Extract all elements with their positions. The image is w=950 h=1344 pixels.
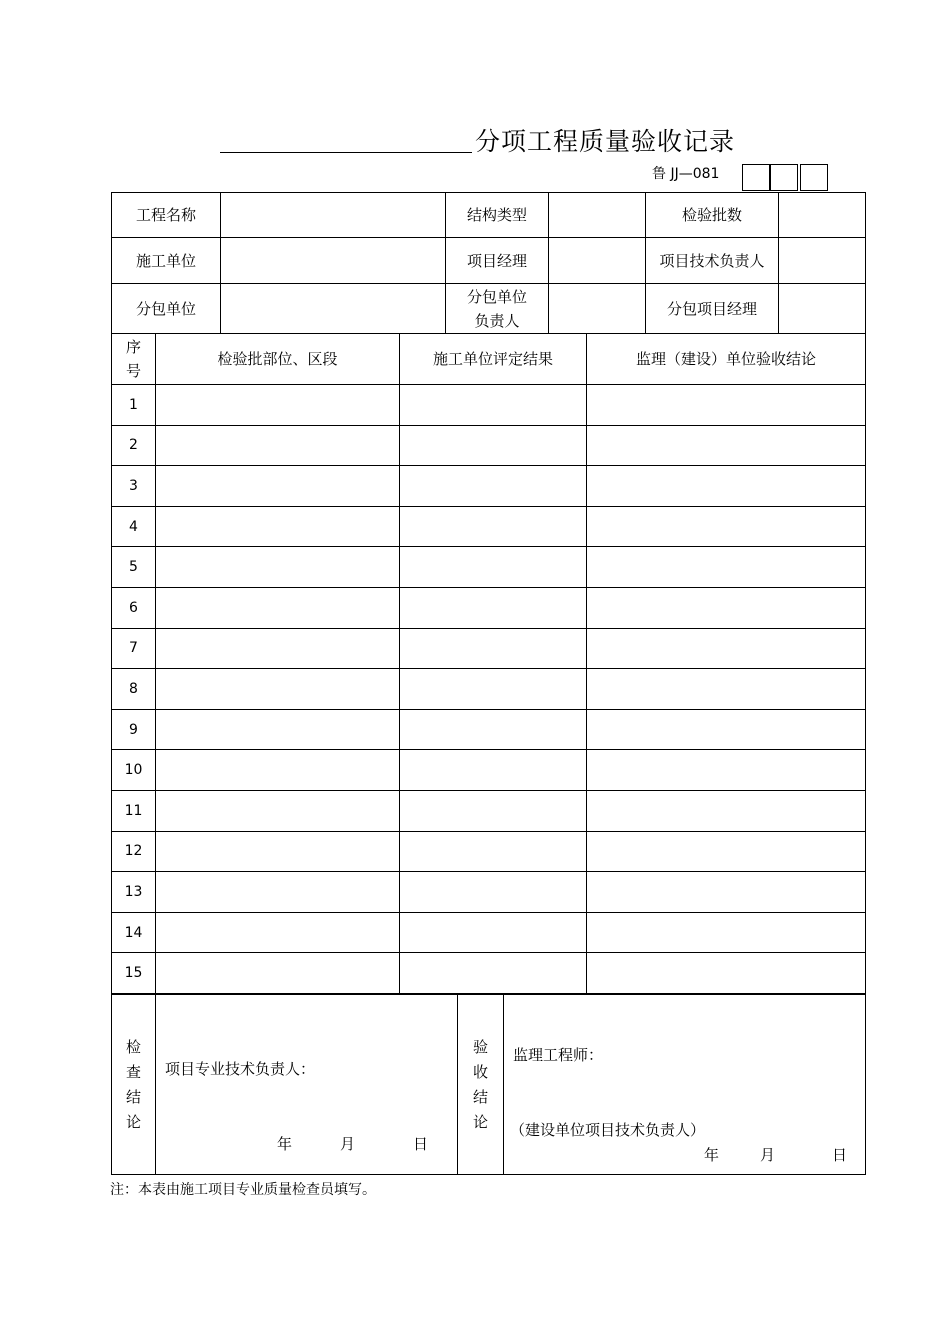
table-row bbox=[112, 872, 866, 913]
cell-supervisor-result[interactable] bbox=[587, 425, 866, 466]
field-project-manager[interactable] bbox=[549, 238, 646, 284]
field-project-name[interactable] bbox=[221, 193, 446, 238]
accept-char: 收 bbox=[472, 1062, 488, 1081]
label-sub-lead-line2: 负责人 bbox=[474, 311, 520, 330]
batch-rows bbox=[112, 385, 866, 994]
table-row bbox=[112, 750, 866, 791]
cell-location[interactable] bbox=[156, 506, 400, 547]
label-sub-lead-line1: 分包单位 bbox=[466, 287, 527, 306]
owner-lead-label: （建设单位项目技术负责人） bbox=[510, 1121, 706, 1139]
table-row bbox=[112, 587, 866, 628]
field-sub-manager[interactable] bbox=[779, 284, 866, 334]
cell-supervisor-result[interactable] bbox=[587, 709, 866, 750]
check-conclusion-label bbox=[112, 995, 156, 1175]
cell-supervisor-result[interactable] bbox=[587, 953, 866, 994]
cell-contractor-result[interactable] bbox=[400, 385, 587, 426]
header-seq bbox=[112, 334, 156, 385]
row-number: 12 bbox=[112, 831, 156, 872]
label-sub-lead bbox=[446, 284, 549, 334]
form-code: 鲁 JJ—081 bbox=[652, 166, 720, 182]
cell-contractor-result[interactable] bbox=[400, 425, 587, 466]
table-row bbox=[112, 790, 866, 831]
info-table bbox=[111, 192, 866, 334]
code-box-3[interactable] bbox=[800, 164, 828, 191]
cell-supervisor-result[interactable] bbox=[587, 547, 866, 588]
accept-char: 结 bbox=[472, 1087, 488, 1106]
check-char: 查 bbox=[125, 1062, 141, 1081]
title-blank-line bbox=[220, 152, 472, 153]
cell-supervisor-result[interactable] bbox=[587, 466, 866, 507]
cell-contractor-result[interactable] bbox=[400, 953, 587, 994]
cell-supervisor-result[interactable] bbox=[587, 790, 866, 831]
table-row bbox=[112, 425, 866, 466]
cell-contractor-result[interactable] bbox=[400, 628, 587, 669]
row-number: 7 bbox=[112, 628, 156, 669]
cell-location[interactable] bbox=[156, 587, 400, 628]
cell-contractor-result[interactable] bbox=[400, 872, 587, 913]
cell-contractor-result[interactable] bbox=[400, 750, 587, 791]
accept-month: 月 bbox=[760, 1146, 776, 1164]
row-number: 15 bbox=[112, 953, 156, 994]
cell-contractor-result[interactable] bbox=[400, 790, 587, 831]
check-year: 年 bbox=[277, 1135, 293, 1153]
cell-supervisor-result[interactable] bbox=[587, 669, 866, 710]
accept-day: 日 bbox=[832, 1146, 848, 1164]
cell-contractor-result[interactable] bbox=[400, 912, 587, 953]
table-row bbox=[112, 506, 866, 547]
cell-location[interactable] bbox=[156, 466, 400, 507]
accept-char: 验 bbox=[472, 1037, 488, 1056]
check-day: 日 bbox=[413, 1135, 429, 1153]
cell-supervisor-result[interactable] bbox=[587, 385, 866, 426]
table-row bbox=[112, 831, 866, 872]
check-char: 论 bbox=[125, 1112, 141, 1131]
label-structure-type: 结构类型 bbox=[446, 193, 549, 238]
cell-supervisor-result[interactable] bbox=[587, 831, 866, 872]
label-subcontractor: 分包单位 bbox=[112, 284, 221, 334]
row-number: 6 bbox=[112, 587, 156, 628]
cell-location[interactable] bbox=[156, 547, 400, 588]
code-box-2[interactable] bbox=[770, 164, 798, 191]
cell-location[interactable] bbox=[156, 953, 400, 994]
cell-contractor-result[interactable] bbox=[400, 587, 587, 628]
code-box-1[interactable] bbox=[742, 164, 770, 191]
cell-supervisor-result[interactable] bbox=[587, 872, 866, 913]
check-char: 检 bbox=[125, 1037, 141, 1056]
cell-contractor-result[interactable] bbox=[400, 547, 587, 588]
check-conclusion-field[interactable] bbox=[156, 995, 458, 1175]
field-structure-type[interactable] bbox=[549, 193, 646, 238]
supervisor-label: 监理工程师： bbox=[513, 1046, 604, 1064]
label-contractor: 施工单位 bbox=[112, 238, 221, 284]
row-number: 8 bbox=[112, 669, 156, 710]
cell-location[interactable] bbox=[156, 669, 400, 710]
row-number: 2 bbox=[112, 425, 156, 466]
cell-location[interactable] bbox=[156, 750, 400, 791]
cell-location[interactable] bbox=[156, 385, 400, 426]
cell-location[interactable] bbox=[156, 628, 400, 669]
cell-contractor-result[interactable] bbox=[400, 709, 587, 750]
check-signer-label: 项目专业技术负责人： bbox=[165, 1060, 316, 1078]
cell-supervisor-result[interactable] bbox=[587, 750, 866, 791]
row-number: 3 bbox=[112, 466, 156, 507]
check-month: 月 bbox=[340, 1135, 356, 1153]
table-row bbox=[112, 953, 866, 994]
cell-location[interactable] bbox=[156, 709, 400, 750]
cell-supervisor-result[interactable] bbox=[587, 587, 866, 628]
label-batch-count: 检验批数 bbox=[646, 193, 779, 238]
label-project-manager: 项目经理 bbox=[446, 238, 549, 284]
table-row bbox=[112, 912, 866, 953]
table-row bbox=[112, 709, 866, 750]
table-row bbox=[112, 628, 866, 669]
cell-contractor-result[interactable] bbox=[400, 506, 587, 547]
row-number: 9 bbox=[112, 709, 156, 750]
row-number: 10 bbox=[112, 750, 156, 791]
check-char: 结 bbox=[125, 1087, 141, 1106]
field-contractor[interactable] bbox=[221, 238, 446, 284]
cell-contractor-result[interactable] bbox=[400, 669, 587, 710]
header-location: 检验批部位、区段 bbox=[156, 334, 400, 385]
label-project-name: 工程名称 bbox=[112, 193, 221, 238]
cell-location[interactable] bbox=[156, 790, 400, 831]
table-row bbox=[112, 669, 866, 710]
table-row bbox=[112, 547, 866, 588]
header-seq-line2: 号 bbox=[125, 362, 141, 380]
footnote: 注：本表由施工项目专业质量检查员填写。 bbox=[110, 1182, 376, 1198]
accept-year: 年 bbox=[704, 1146, 720, 1164]
field-tech-lead[interactable] bbox=[779, 238, 866, 284]
header-contractor-result: 施工单位评定结果 bbox=[400, 334, 587, 385]
row-number: 5 bbox=[112, 547, 156, 588]
cell-location[interactable] bbox=[156, 912, 400, 953]
table-row bbox=[112, 466, 866, 507]
batch-table bbox=[111, 333, 866, 994]
field-batch-count[interactable] bbox=[779, 193, 866, 238]
cell-contractor-result[interactable] bbox=[400, 831, 587, 872]
label-tech-lead: 项目技术负责人 bbox=[646, 238, 779, 284]
accept-conclusion-field[interactable] bbox=[504, 995, 866, 1175]
row-number: 13 bbox=[112, 872, 156, 913]
page-title: 分项工程质量验收记录 bbox=[475, 127, 736, 156]
row-number: 4 bbox=[112, 506, 156, 547]
label-sub-manager: 分包项目经理 bbox=[646, 284, 779, 334]
table-row bbox=[112, 385, 866, 426]
header-supervisor-result: 监理（建设）单位验收结论 bbox=[587, 334, 866, 385]
cell-location[interactable] bbox=[156, 872, 400, 913]
row-number: 1 bbox=[112, 385, 156, 426]
cell-contractor-result[interactable] bbox=[400, 466, 587, 507]
header-seq-line1: 序 bbox=[125, 338, 141, 356]
cell-supervisor-result[interactable] bbox=[587, 912, 866, 953]
cell-location[interactable] bbox=[156, 831, 400, 872]
field-subcontractor[interactable] bbox=[221, 284, 446, 334]
field-sub-lead[interactable] bbox=[549, 284, 646, 334]
conclusion-table bbox=[111, 994, 866, 1175]
cell-location[interactable] bbox=[156, 425, 400, 466]
cell-supervisor-result[interactable] bbox=[587, 628, 866, 669]
accept-char: 论 bbox=[472, 1112, 488, 1131]
row-number: 11 bbox=[112, 790, 156, 831]
cell-supervisor-result[interactable] bbox=[587, 506, 866, 547]
accept-conclusion-label bbox=[458, 995, 504, 1175]
row-number: 14 bbox=[112, 912, 156, 953]
